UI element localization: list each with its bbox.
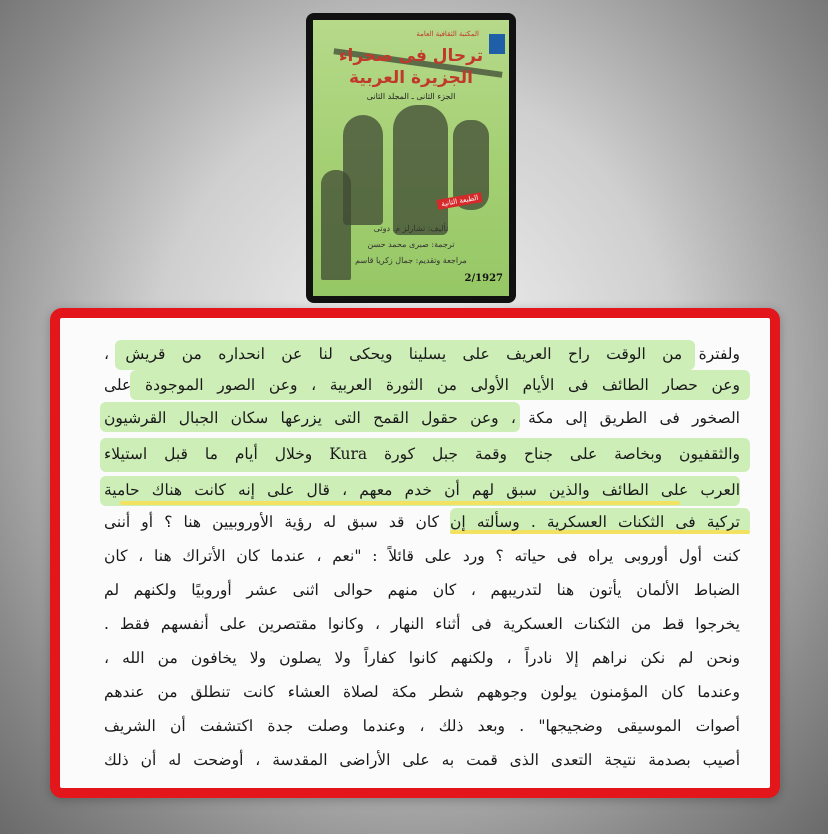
text-line: الضباط الألمان يأتون هنا لتدريبهم ، كان منهم حوالى اثنى عشر أوروبيًا ولكنهم لم <box>104 581 740 599</box>
book-cover-art <box>313 20 509 296</box>
cover-reviewer: مراجعة وتقديم: جمال زكريا قاسم <box>355 256 467 265</box>
text-line: العرب على الطائف والذين سبق لهم أن خدم معهم ، قال على إنه كانت هناك حامية <box>104 481 740 499</box>
book-cover <box>306 13 516 303</box>
cover-title-line1: ترحال فى صحراء <box>338 46 484 66</box>
text-line: والثقفيون وبخاصة على جناح وقمة جبل كورة Kura وخلال أيام ما قبل استيلاء <box>104 445 740 463</box>
text-line: ولفترة من الوقت راح العريف على يسلينا ويحكى لنا عن انحداره من قريش ، <box>104 345 740 363</box>
text-line: كنت أول أوروبى يراه فى حياته ؟ ورد على قائلاً : "نعم ، عندما كان الأتراك هنا ، كان <box>104 547 740 565</box>
text-line: ونحن لم نكن نراهم إلا نادراً ، ولكنهم كانوا كفاراً ولا يصلون ولا يخافون من الله ، <box>104 649 740 667</box>
page-text <box>60 318 770 788</box>
text-line: وعن حصار الطائف فى الأيام الأولى من الثورة العربية ، وعن الصور الموجودة على <box>104 376 740 394</box>
text-line: تركية فى الثكنات العسكرية . وسألته إن كان قد سبق له رؤية الأوروبيين هنا ؟ أو أننى <box>104 513 740 531</box>
text-line: أصيب بصدمة نتيجة التعدى الذى قمت به على الأراضى المقدسة ، أوضحت له أن ذلك <box>104 751 740 769</box>
text-line: وعندما كان المؤمنون يولون وجوههم شطر مكة لصلاة العشاء كانت تنطلق من عندهم <box>104 683 740 701</box>
text-line: يخرجوا قط من الثكنات العسكرية فى أثناء النهار ، وكانوا مقتصرين على أنفسهم فقط . <box>104 615 740 633</box>
text-line: أصوات الموسيقى وضجيجها" . وبعد ذلك ، وعندما وصلت جدة اكتشفت أن الشريف <box>104 717 740 735</box>
cover-figure-shape <box>393 105 448 235</box>
cover-author: تأليف: تشارلز م. دوتى <box>373 224 449 233</box>
cover-number: 2/1927 <box>464 273 503 284</box>
cover-title-line2: الجزيرة العربية <box>349 68 473 88</box>
cover-series: المكتبة الثقافية العامة <box>416 30 479 38</box>
cover-translator: ترجمة: صبرى محمد حسن <box>367 240 455 249</box>
cover-volume: الجزء الثانى ـ المجلد الثانى <box>366 92 456 101</box>
book-page-scan <box>50 308 780 798</box>
edition-badge: الطبعة الثانية <box>436 192 482 210</box>
text-line: الصخور فى الطريق إلى مكة ، وعن حقول القمح التى يزرعها سكان الجبال القرشيون <box>104 409 740 427</box>
